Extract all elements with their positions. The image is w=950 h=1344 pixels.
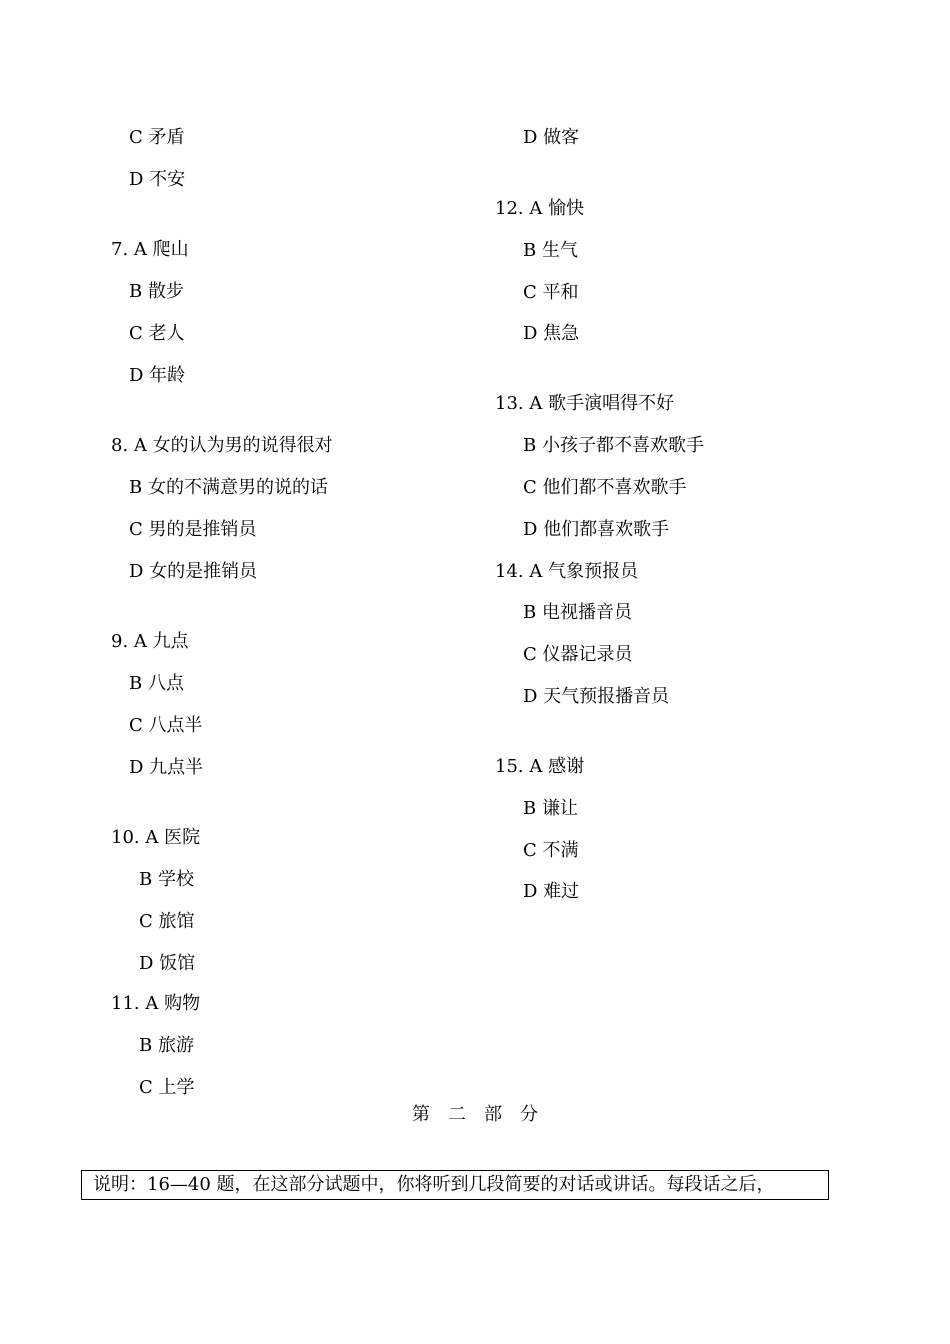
option-9c: C 八点半 xyxy=(129,715,203,736)
option-12c: C 平和 xyxy=(523,282,579,303)
option-8d: D 女的是推销员 xyxy=(129,561,258,582)
option-15d: D 难过 xyxy=(523,881,580,902)
option-13c: C 他们都不喜欢歌手 xyxy=(523,477,687,498)
question-13-option-a: 13. A 歌手演唱得不好 xyxy=(495,393,675,414)
option-14c: C 仪器记录员 xyxy=(523,644,633,665)
option-14d: D 天气预报播音员 xyxy=(523,686,670,707)
question-12-option-a: 12. A 愉快 xyxy=(495,198,585,219)
option-6c: C 矛盾 xyxy=(129,127,185,148)
option-10d: D 饭馆 xyxy=(139,953,196,974)
section-title: 第二部分 xyxy=(412,1104,556,1125)
option-15c: C 不满 xyxy=(523,840,579,861)
instruction-text: 说明：16—40 题，在这部分试题中，你将听到几段简要的对话或讲话。每段话之后， xyxy=(93,1174,775,1195)
instruction-box xyxy=(81,1170,829,1200)
option-11c: C 上学 xyxy=(139,1077,195,1098)
option-12d: D 焦急 xyxy=(523,323,580,344)
option-11b: B 旅游 xyxy=(139,1035,194,1056)
question-8-option-a: 8. A 女的认为男的说得很对 xyxy=(111,435,333,456)
option-7d: D 年龄 xyxy=(129,365,186,386)
question-11-option-a: 11. A 购物 xyxy=(111,993,201,1014)
option-10c: C 旅馆 xyxy=(139,911,195,932)
option-10b: B 学校 xyxy=(139,869,194,890)
option-15b: B 谦让 xyxy=(523,798,578,819)
option-9b: B 八点 xyxy=(129,673,184,694)
question-7-option-a: 7. A 爬山 xyxy=(111,239,189,260)
option-14b: B 电视播音员 xyxy=(523,602,632,623)
option-12b: B 生气 xyxy=(523,240,578,261)
option-11d: D 做客 xyxy=(523,127,580,148)
question-14-option-a: 14. A 气象预报员 xyxy=(495,561,639,582)
option-6d: D 不安 xyxy=(129,169,186,190)
option-9d: D 九点半 xyxy=(129,757,204,778)
question-15-option-a: 15. A 感谢 xyxy=(495,756,585,777)
option-13b: B 小孩子都不喜欢歌手 xyxy=(523,435,704,456)
option-8c: C 男的是推销员 xyxy=(129,519,257,540)
option-7b: B 散步 xyxy=(129,281,184,302)
question-10-option-a: 10. A 医院 xyxy=(111,827,201,848)
question-9-option-a: 9. A 九点 xyxy=(111,631,189,652)
option-8b: B 女的不满意男的说的话 xyxy=(129,477,328,498)
option-7c: C 老人 xyxy=(129,323,185,344)
option-13d: D 他们都喜欢歌手 xyxy=(523,519,670,540)
